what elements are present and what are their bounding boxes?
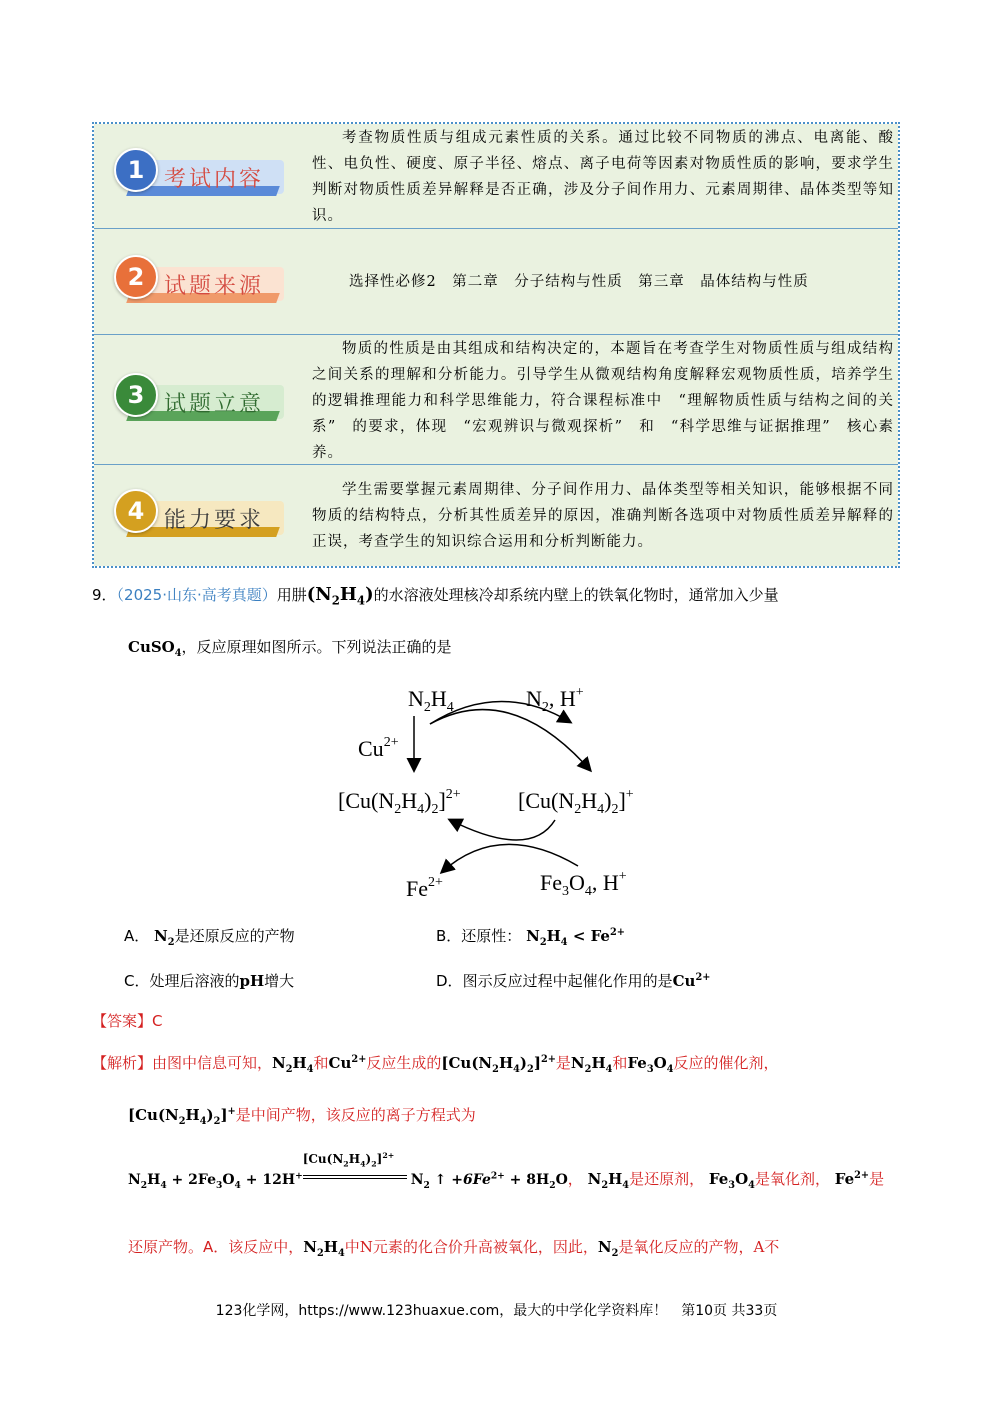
analysis-text: 是 [869,1170,885,1188]
question-intent-text: 物质的性质是由其组成和结构决定的，本题旨在考查学生对物质性质与组成结构之间关系的理解和分析能力。引导学生从微观结构角度解释宏观物质性质，培养学生的逻辑推理能力和科学思维能力，符合课程标准中 “理解物质性质与结构之间的关系” 的要求，体现 “宏观辨识与微观探析” 和 “科学思维与证据推理” 核心素养。 [312,341,894,461]
equation-catalyst: $[Cu(N_2H_4)_2]^{2+}$ [302,1151,395,1169]
analysis-text: 中 [344,1238,360,1256]
question-stem-line-1 [92,584,779,608]
badge-label: 试题立意 [164,392,265,417]
analysis-text: 反应生成的 [366,1054,442,1072]
option-b[interactable] [436,925,625,948]
stem-text-1: 用肼 [276,586,307,604]
badge-question-source [114,255,284,305]
label-cu-complex-plus: $[Cu(N_2H_4)_2]^+$ [518,787,634,817]
equation-catalyst-bar [302,1151,411,1187]
info-row-1 [94,124,898,228]
option-b-text: 还原性： [461,927,522,945]
formula-cu-complex-plus: $[Cu(N_2H_4)_2]^+$ [128,1106,236,1127]
formula-n2: $N_2$ [154,927,175,948]
question-number: 9． [92,586,117,604]
analysis-text: 和 [313,1054,329,1072]
option-c-label: C． [124,972,150,990]
option-b-label: B． [436,927,462,945]
analysis-line-4 [128,1236,779,1259]
label-n2h4: $N_2H_4$ [408,686,454,715]
analysis-text: 元素的化合价升高被氧化，因此， [372,1238,598,1256]
answer-line [92,1010,163,1031]
question-source-text: 选择性必修2 第二章 分子结构与性质 第三章 晶体结构与性质 [349,274,809,290]
stem-text-2: 的水溶液处理核冷却系统内壁上的铁氧化物时，通常加入少量 [373,586,779,604]
ability-requirement-text: 学生需要掌握元素周期律、分子间作用力、晶体类型等相关知识，能够根据不同物质的结构特点，分析其性质差异的原因，准确判断各选项中对物质性质差异解释的正误，考查学生的知识综合运用和分析判断能力。 [312,482,894,550]
question-source: （2025·山东·高考真题） [116,586,277,604]
formula-fe3o4: $Fe_3O_4$ [708,1170,755,1191]
analysis-text: 是氧化反应的产物， [618,1238,754,1256]
info-box [92,122,900,568]
info-row-2 [94,228,898,334]
analysis-text: 是 [555,1054,571,1072]
label-fe3o4-h: $Fe_3O_4$, H+ [540,869,627,899]
label-cu2: $Cu^{2+}$ [358,735,399,761]
analysis-label: 【解析】 [92,1054,153,1072]
badge-label: 考试内容 [164,167,265,192]
analysis-text: 不 [764,1238,780,1256]
question-stem-line-2 [128,636,452,659]
exam-content-text: 考查物质性质与组成元素性质的关系。通过比较不同物质的沸点、电离能、酸性、电负性、硬度、原子半径、熔点、离子电荷等因素对物质性质的影响，要求学生判断对物质性质差异解释是否正确，涉及分子间作用力、元素周期律、晶体类型等知识。 [312,130,894,224]
formula-cu-complex-2plus: $[Cu(N_2H_4)_2]^{2+}$ [441,1054,556,1075]
analysis-text: 还原产物。A．该反应中， [128,1238,304,1256]
option-a[interactable] [124,925,295,948]
analysis-line-3 [128,1151,885,1191]
info-row-3 [94,334,898,464]
option-d[interactable] [436,970,710,991]
badge-label: 试题来源 [164,274,265,299]
option-d-label: D． [436,972,463,990]
formula-fe2: $Fe^{2+}$ [834,1170,870,1188]
formula-n2h4: $N_2H_4$ [303,1238,345,1259]
formula-ph: pH [239,972,265,990]
formula-cu2: $Cu^{2+}$ [328,1054,367,1072]
analysis-text: ， [567,1170,583,1188]
label-cu-complex-2plus: $[Cu(N_2H_4)_2]^{2+}$ [338,787,461,817]
badge-question-intent [114,373,284,423]
answer-value: C [152,1012,163,1030]
badge-exam-content [114,148,284,198]
analysis-text: 是氧化剂， [754,1170,830,1188]
badge-number: 3 [114,373,158,417]
analysis-text: N [359,1238,373,1256]
option-a-text: 是还原反应的产物 [174,927,295,945]
analysis-line-2 [128,1104,476,1127]
option-c-text-2: 增大 [264,972,295,990]
label-fe2: $Fe^{2+}$ [406,875,443,901]
formula-fe3o4: $Fe_3O_4$ [627,1054,674,1075]
arrow-bottom-arc-down-left [442,844,578,872]
analysis-text: 由图中信息可知， [152,1054,273,1072]
analysis-text: 是还原剂， [629,1170,705,1188]
ionic-equation: $N_2H_4 + 2Fe_3O_4 + 12H^+$ $[Cu(N_2H_4)_2]^{2+}$ $N_2$ ↑ $+6Fe^{2+} + 8H_2O$ [128,1151,568,1191]
analysis-text: 和 [612,1054,628,1072]
analysis-text: 反应的催化剂， [673,1054,779,1072]
label-n2-h: $N_2$, H+ [526,685,584,715]
analysis-text: A [753,1238,765,1256]
option-c[interactable] [124,970,294,991]
option-a-label: A． [124,927,150,945]
formula-n2h4: $N_2H_4$ [272,1054,314,1075]
badge-number: 4 [114,489,158,533]
option-d-text: 图示反应过程中起催化作用的是 [462,972,673,990]
formula-n2h4: $N_2H_4$ [587,1170,630,1191]
badge-ability-requirement [114,489,284,539]
badge-number: 2 [114,255,158,299]
page-footer: 123化学网，https://www.123huaxue.com，最大的中学化学资料库！ 第10页 共33页 [215,1303,778,1319]
badge-label: 能力要求 [164,508,265,533]
formula-n2h4-paren: $(N_2H_4)$ [306,584,374,608]
formula-n2: $N_2$ [597,1238,619,1259]
arrow-bottom-arc-left [450,820,555,840]
reaction-cycle-diagram [330,670,670,910]
info-row-4 [94,464,898,566]
arrow-top-arc-down [430,710,590,770]
formula-n2h4: $N_2H_4$ [570,1054,613,1075]
analysis-line-1 [92,1052,779,1075]
stem-text-3: ，反应原理如图所示。下列说法正确的是 [181,638,452,656]
badge-number: 1 [114,148,158,192]
formula-cu2: $Cu^{2+}$ [672,972,711,990]
formula-n2h4-lt-fe2: $N_2H_4 < Fe^{2+}$ [526,927,625,948]
option-c-text-1: 处理后溶液的 [149,972,240,990]
answer-label: 【答案】 [92,1012,153,1030]
formula-cuso4: CuSO$_4$ [128,638,182,659]
analysis-text: 是中间产物，该反应的离子方程式为 [235,1106,476,1124]
